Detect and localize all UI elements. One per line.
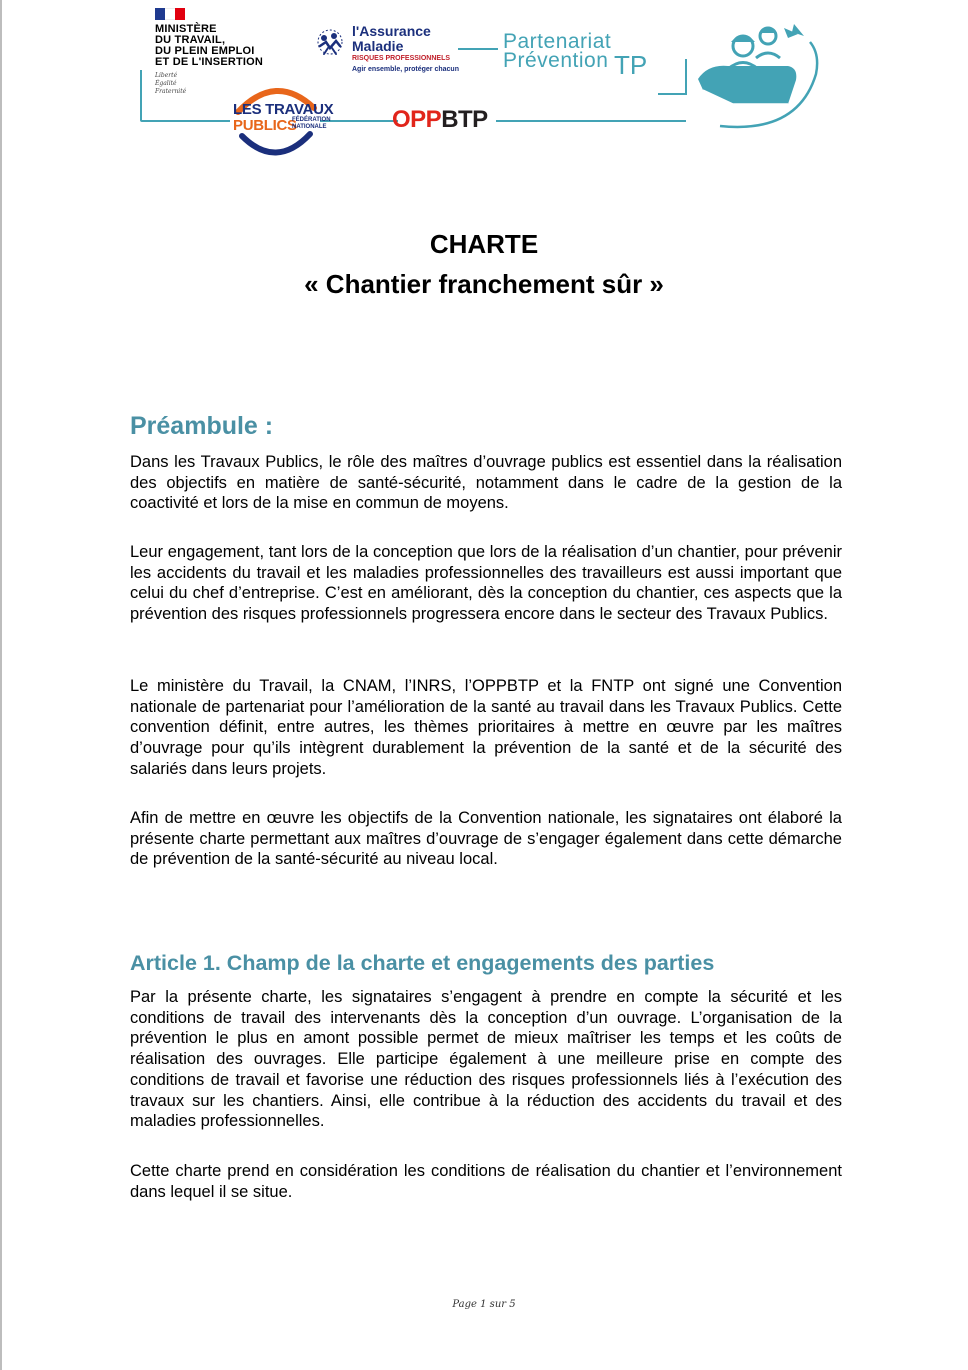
oppbtp-suffix: BTP	[441, 106, 488, 133]
travaux-publics-line: PUBLICS	[233, 117, 297, 134]
federation-line: NATIONALE	[292, 124, 327, 130]
document-subtitle: « Chantier franchement sûr »	[304, 269, 664, 299]
oppbtp-logo	[392, 106, 488, 134]
cnam-subtitle: RISQUES PROFESSIONNELS	[352, 55, 451, 62]
ministry-line: MINISTÈRE	[155, 23, 217, 35]
pp-word-prevention: Prévention	[503, 49, 609, 72]
republic-motto	[155, 72, 186, 96]
preambule-paragraph: Leur engagement, tant lors de la conception que lors de la réalisation d’un chantier, pour prévenir les accidents du travail et les maladies professionnelles des travailleurs est aussi important que celui du chef d’entreprise. C’est en améliorant, dès la conception du chantier, ces aspects que la prévention des risques professionnels progressera encore dans le secteur des Travaux Publics.	[130, 543, 842, 624]
ministry-logo-text	[155, 24, 263, 68]
oppbtp-prefix: OPP	[392, 106, 442, 133]
federation-line: FÉDÉRATION	[292, 117, 331, 123]
ministry-line: ET DE L'INSERTION	[155, 56, 264, 68]
cnam-title-line: Maladie	[352, 38, 404, 54]
banner-frame-line	[320, 120, 398, 122]
preambule-paragraph: Dans les Travaux Publics, le rôle des maîtres d’ouvrage publics est essentiel dans la réalisation des objectifs en matière de santé-sécurité, notamment dans le cadre de la gestion de la coactivité et lors de la mise en commun de moyens.	[130, 453, 842, 513]
motto-line: Fraternité	[155, 88, 187, 95]
motto-line: Liberté	[155, 72, 178, 79]
article-1-paragraph: Par la présente charte, les signataires s’engagent à prendre en compte la sécurité et les conditions de travail des intervenants dès la conception d’un ouvrage. L’organisation de la prévention le plus en amont possible permet de mieux maîtriser les temps et les coûts de réalisation des ouvrages. Elle participe également à une meilleure prise en compte des conditions de travail et favorise une réduction des risques professionnels liés à l’exécution des travaux sur les chantiers. Ainsi, elle contribue à la réduction des accidents du travail et des maladies professionnelles.	[130, 988, 842, 1131]
pp-word-tp: TP	[614, 50, 648, 80]
page-edge	[0, 0, 2, 1370]
logo-banner	[0, 0, 968, 170]
french-flag-icon	[155, 8, 185, 20]
travaux-publics-federation	[292, 117, 331, 131]
ministry-line: DU PLEIN EMPLOI	[155, 45, 255, 57]
document-title: CHARTE	[429, 229, 539, 259]
ministry-line: DU TRAVAIL,	[155, 34, 226, 46]
preambule-paragraph: Afin de mettre en œuvre les objectifs de la Convention nationale, les signataires ont élaboré la présente charte permettant aux maîtres d’ouvrage de s’engager également dans cette démarche de prévention de la santé-sécurité au niveau local.	[130, 809, 842, 869]
assurance-maladie-icon	[310, 24, 350, 64]
motto-line: Égalité	[155, 80, 177, 87]
banner-frame-line	[140, 70, 142, 120]
banner-frame-line	[140, 120, 230, 122]
preambule-paragraph: Le ministère du Travail, la CNAM, l’INRS, l’OPPBTP et la FNTP ont signé une Convention nationale de partenariat pour l’amélioration de la santé au travail dans les Travaux Publics. Cette convention définit, entre autres, les thèmes prioritaires à mettre en œuvre par les maîtres d’ouvrage pour qu’ils intègrent durablement la prévention de la santé et de la sécurité des salariés dans leurs projets.	[130, 677, 842, 778]
article-1-paragraph: Cette charte prend en considération les conditions de réalisation du chantier et l’environnement dans lequel il se situe.	[130, 1162, 842, 1201]
cnam-title-line: l'Assurance	[352, 23, 431, 39]
cnam-tagline: Agir ensemble, protéger chacun	[352, 66, 459, 73]
banner-frame-line	[458, 48, 498, 50]
article-1-heading: Article 1. Champ de la charte et engagements des parties	[130, 951, 715, 975]
preambule-heading: Préambule :	[130, 412, 274, 440]
page-number: Page 1 sur 5	[452, 1299, 516, 1310]
travaux-publics-line: LES TRAVAUX	[233, 101, 334, 118]
pp-word-partenariat: Partenariat	[503, 30, 612, 53]
assurance-maladie-logo-text	[352, 24, 431, 54]
